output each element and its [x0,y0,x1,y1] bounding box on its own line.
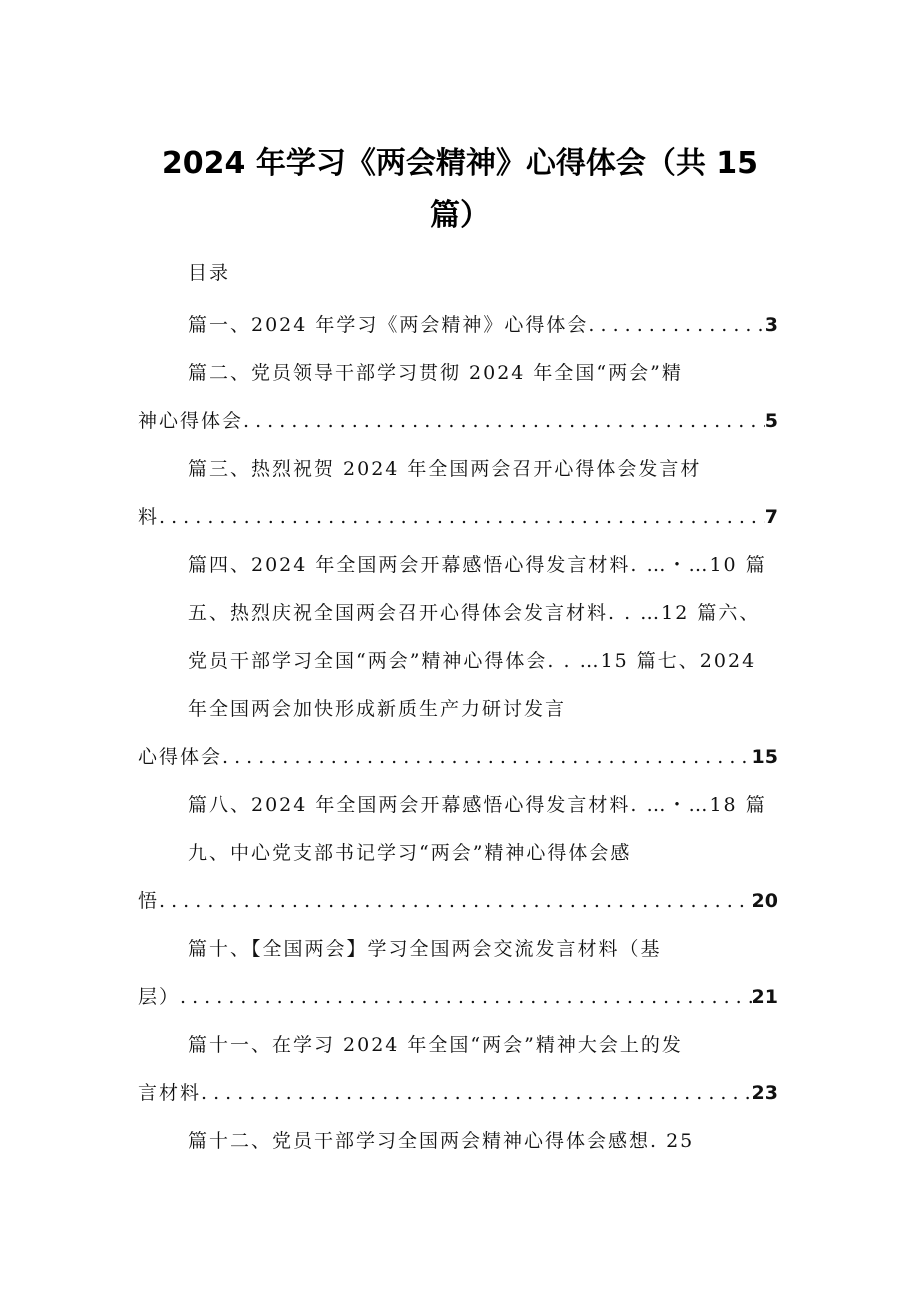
toc-entry-11-line-2[interactable] [138,1078,778,1105]
toc-line-7[interactable]: 年全国两会加快形成新质生产力研讨发言 [188,698,567,720]
toc-line-10[interactable]: 九、中心党支部书记学习“两会”精神心得体会感 [188,842,632,864]
toc-page-number: 3 [764,314,778,336]
toc-entry-text: 层） [138,986,181,1008]
toc-leader-dots [159,890,752,912]
toc-page-number: 7 [764,506,778,528]
toc-entry-2-line-2[interactable] [138,406,778,433]
toc-leader-dots [159,506,765,528]
toc-entry-2-line-1[interactable]: 篇二、党员领导干部学习贯彻 2024 年全国“两会”精 [188,362,683,384]
toc-entry-text: 料 [138,506,160,528]
toc-line-4[interactable]: 篇四、2024 年全国两会开幕感悟心得发言材料. …・…10 篇 [188,554,767,576]
toc-leader-dots [222,746,752,768]
toc-heading: 目录 [188,262,231,284]
toc-line-11[interactable] [138,886,778,913]
toc-entry-3-line-2[interactable] [138,502,778,529]
toc-entry-3-line-1[interactable]: 篇三、热烈祝贺 2024 年全国两会召开心得体会发言材 [188,458,702,480]
toc-line-8[interactable] [138,742,778,769]
toc-page-number: 21 [751,986,778,1008]
toc-leader-dots [588,314,764,336]
toc-entry-10-line-1[interactable]: 篇十、【全国两会】学习全国两会交流发言材料（基 [188,938,662,960]
toc-line-6[interactable]: 党员干部学习全国“两会”精神心得体会. . …15 篇七、2024 [188,650,757,672]
toc-leader-dots [201,1082,752,1104]
toc-page-number: 5 [764,410,778,432]
toc-entry-10-line-2[interactable] [138,982,778,1009]
toc-line-5[interactable]: 五、热烈庆祝全国两会召开心得体会发言材料. . …12 篇六、 [188,602,761,624]
toc-leader-dots [180,986,752,1008]
toc-entry-1[interactable] [188,310,778,337]
toc-entry-text: 心得体会 [138,746,223,768]
toc-entry-12[interactable]: 篇十二、党员干部学习全国两会精神心得体会感想. 25 [188,1130,695,1152]
toc-leader-dots [243,410,765,432]
toc-page-number: 23 [751,1082,778,1104]
toc-entry-text: 神心得体会 [138,410,244,432]
toc-line-9[interactable]: 篇八、2024 年全国两会开幕感悟心得发言材料. …・…18 篇 [188,794,767,816]
toc-page-number: 20 [751,890,778,912]
toc-entry-text: 篇一、2024 年学习《两会精神》心得体会 [188,314,589,336]
document-title-line-1: 2024 年学习《两会精神》心得体会（共 15 [161,146,759,181]
toc-entry-text: 悟 [138,890,160,912]
toc-entry-11-line-1[interactable]: 篇十一、在学习 2024 年全国“两会”精神大会上的发 [188,1034,683,1056]
toc-page-number: 15 [751,746,778,768]
document-title-line-2: 篇） [430,198,490,233]
toc-entry-text: 言材料 [138,1082,202,1104]
